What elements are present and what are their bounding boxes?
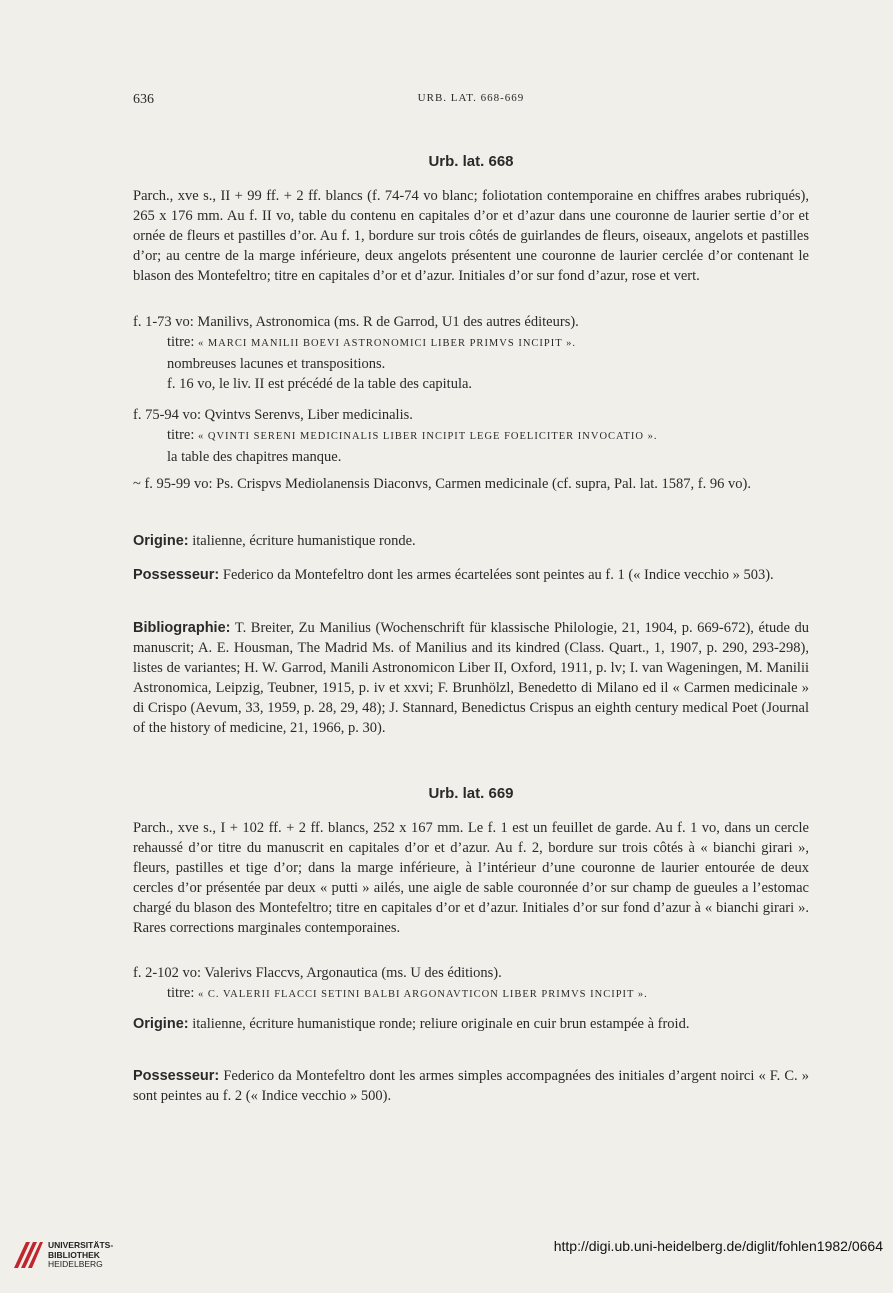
page-footer: [0, 1228, 893, 1278]
source-url-link[interactable]: http://digi.ub.uni-heidelberg.de/diglit/fohlen1982/0664: [553, 1238, 883, 1254]
titre-text: « QVINTI SERENI MEDICINALIS LIBER INCIPIT LEGE FOELICITER INVOCATIO ».: [198, 431, 658, 442]
entry-manilius: [133, 312, 809, 394]
origine-text: italienne, écriture humanistique ronde.: [192, 533, 416, 549]
bibliographie-text: T. Breiter, Zu Manilius (Wochenschrift für klassische Philologie, 21, 1904, p. 669-672), étude du manuscrit; A. E. Housman, The Madrid Ms. of Manilius and its kindred (Class. Quart., 1, 1907, p. 290, 293-298), listes de variantes; H. W. Garrod, Manili Astronomicon Liber II, Oxford, 1911, p. lv; I. van Wageningen, M. Manilii Astronomica, Leipzig, Teubner, 1915, p. iv et xxvi; F. Brunhölzl, Benedetto di Milano ed il « Carmen medicinale » di Crispo (Aevum, 33, 1959, p. 28, 29, 48); J. Stannard, Benedictus Crispus an eighth century medical Poet (Journal of the history of medicine, 21, 1966, p. 30).: [133, 620, 809, 736]
entry-titre: [133, 983, 809, 1005]
titre-label: titre:: [167, 334, 195, 350]
origine-label: Origine:: [133, 533, 189, 549]
possesseur-text: Federico da Montefeltro dont les armes simples accompagnées des initiales d’argent noirci « F. C. » sont peintes au f. 2 (« Indice vecchio » 500).: [133, 1068, 810, 1104]
entry-line: f. 75-94 vo: Qvintvs Serenvs, Liber medicinalis.: [133, 407, 413, 423]
section-669-description: [133, 818, 809, 938]
titre-label: titre:: [167, 427, 195, 443]
running-title: URB. LAT. 668-669: [417, 92, 525, 104]
possesseur-label: Possesseur:: [133, 567, 220, 583]
library-logo-text: [48, 1241, 113, 1270]
titre-label: titre:: [167, 985, 195, 1001]
description-paragraph: Parch., xve s., I + 102 ff. + 2 ff. blancs, 252 x 167 mm. Le f. 1 est un feuillet de garde. Au f. 1 vo, dans un cercle rehaussé d’or titre du manuscrit en capitales d’or et d’azur. Au f. 2, bordure sur trois côtés à « bianchi girari », fleurs, pastilles et tige d’or; dans la marge inférieure, à l’intérieur d’une couronne de laurier entourée de deux cercles d’or présentée par deux « putti » ailés, une aigle de sable couronnée d’or sur champ de gueules a l’estomac chargé du blason des Montefeltro; titre en capitales d’or et d’azur. Initiales d’or sur fond d’azur à « bianchi girari ». Rares corrections marginales contemporaines.: [133, 820, 809, 936]
entry-serenus: [133, 405, 809, 467]
entry-titre: [133, 332, 809, 354]
possesseur-text: Federico da Montefeltro dont les armes écartelées sont peintes au f. 1 (« Indice vecchio » 503).: [222, 567, 774, 583]
description-paragraph: Parch., xve s., II + 99 ff. + 2 ff. blancs (f. 74-74 vo blanc; foliotation contemporaine en chiffres arabes rubriqués), 265 x 176 mm. Au f. II vo, table du contenu en capitales d’or et d’azur dans une couronne de laurier sertie d’or et ornée de fleurs et pastilles d’or. Au f. 1, bordure sur trois côtés de guirlandes de fleurs, oiseaux, angelots et pastilles d’or; au centre de la marge inférieure, deux angelots présentent une couronne de laurier cerclée d’or contenant le blason des Montefeltro; titre en capitales d’or et d’azur. Initiales d’or sur fond d’azur, rose et vert.: [133, 188, 809, 284]
logo-line: HEIDELBERG: [48, 1259, 103, 1269]
entry-note: f. 16 vo, le liv. II est précédé de la table des capitula.: [167, 376, 473, 392]
entry-line: ~ f. 95-99 vo: Ps. Crispvs Mediolanensis Diaconvs, Carmen medicinale (cf. supra, Pal. lat. 1587, f. 96 vo).: [133, 476, 751, 492]
possesseur-label: Possesseur:: [133, 1068, 220, 1084]
entry-line: f. 1-73 vo: Manilivs, Astronomica (ms. R de Garrod, U1 des autres éditeurs).: [133, 314, 579, 330]
origine-669: [133, 1014, 809, 1034]
titre-text: « MARCI MANILII BOEVI ASTRONOMICI LIBER PRIMVS INCIPIT ».: [198, 338, 576, 349]
logo-line: UNIVERSITÄTS-: [48, 1240, 114, 1250]
section-title: Urb. lat. 668: [428, 153, 514, 170]
logo-line: BIBLIOTHEK: [48, 1249, 100, 1260]
entry-line: f. 2-102 vo: Valerivs Flaccvs, Argonautica (ms. U des éditions).: [133, 965, 502, 981]
origine-668: [133, 531, 809, 551]
possesseur-669: [133, 1066, 809, 1106]
library-logo[interactable]: [10, 1238, 130, 1274]
entry-valerius: [133, 963, 809, 1005]
possesseur-668: [133, 565, 809, 585]
section-urb-lat-669: [133, 784, 809, 804]
bibliographie-label: Bibliographie:: [133, 620, 231, 636]
section-668-description: [133, 186, 809, 286]
entry-titre: [133, 425, 809, 447]
section-urb-lat-668: [133, 152, 809, 172]
origine-label: Origine:: [133, 1016, 189, 1032]
section-title: Urb. lat. 669: [428, 785, 514, 802]
entry-crispus: [133, 474, 809, 494]
origine-text: italienne, écriture humanistique ronde; reliure originale en cuir brun estampée à froid.: [192, 1016, 690, 1032]
entry-note: nombreuses lacunes et transpositions.: [167, 356, 386, 372]
bibliographie-668: [133, 618, 809, 738]
page-header: [133, 92, 809, 112]
page-number: 636: [133, 92, 154, 107]
library-logo-icon: [10, 1238, 44, 1272]
entry-note: la table des chapitres manque.: [167, 449, 342, 465]
titre-text: « C. VALERII FLACCI SETINI BALBI ARGONAVTICON LIBER PRIMVS INCIPIT ».: [198, 989, 648, 1000]
